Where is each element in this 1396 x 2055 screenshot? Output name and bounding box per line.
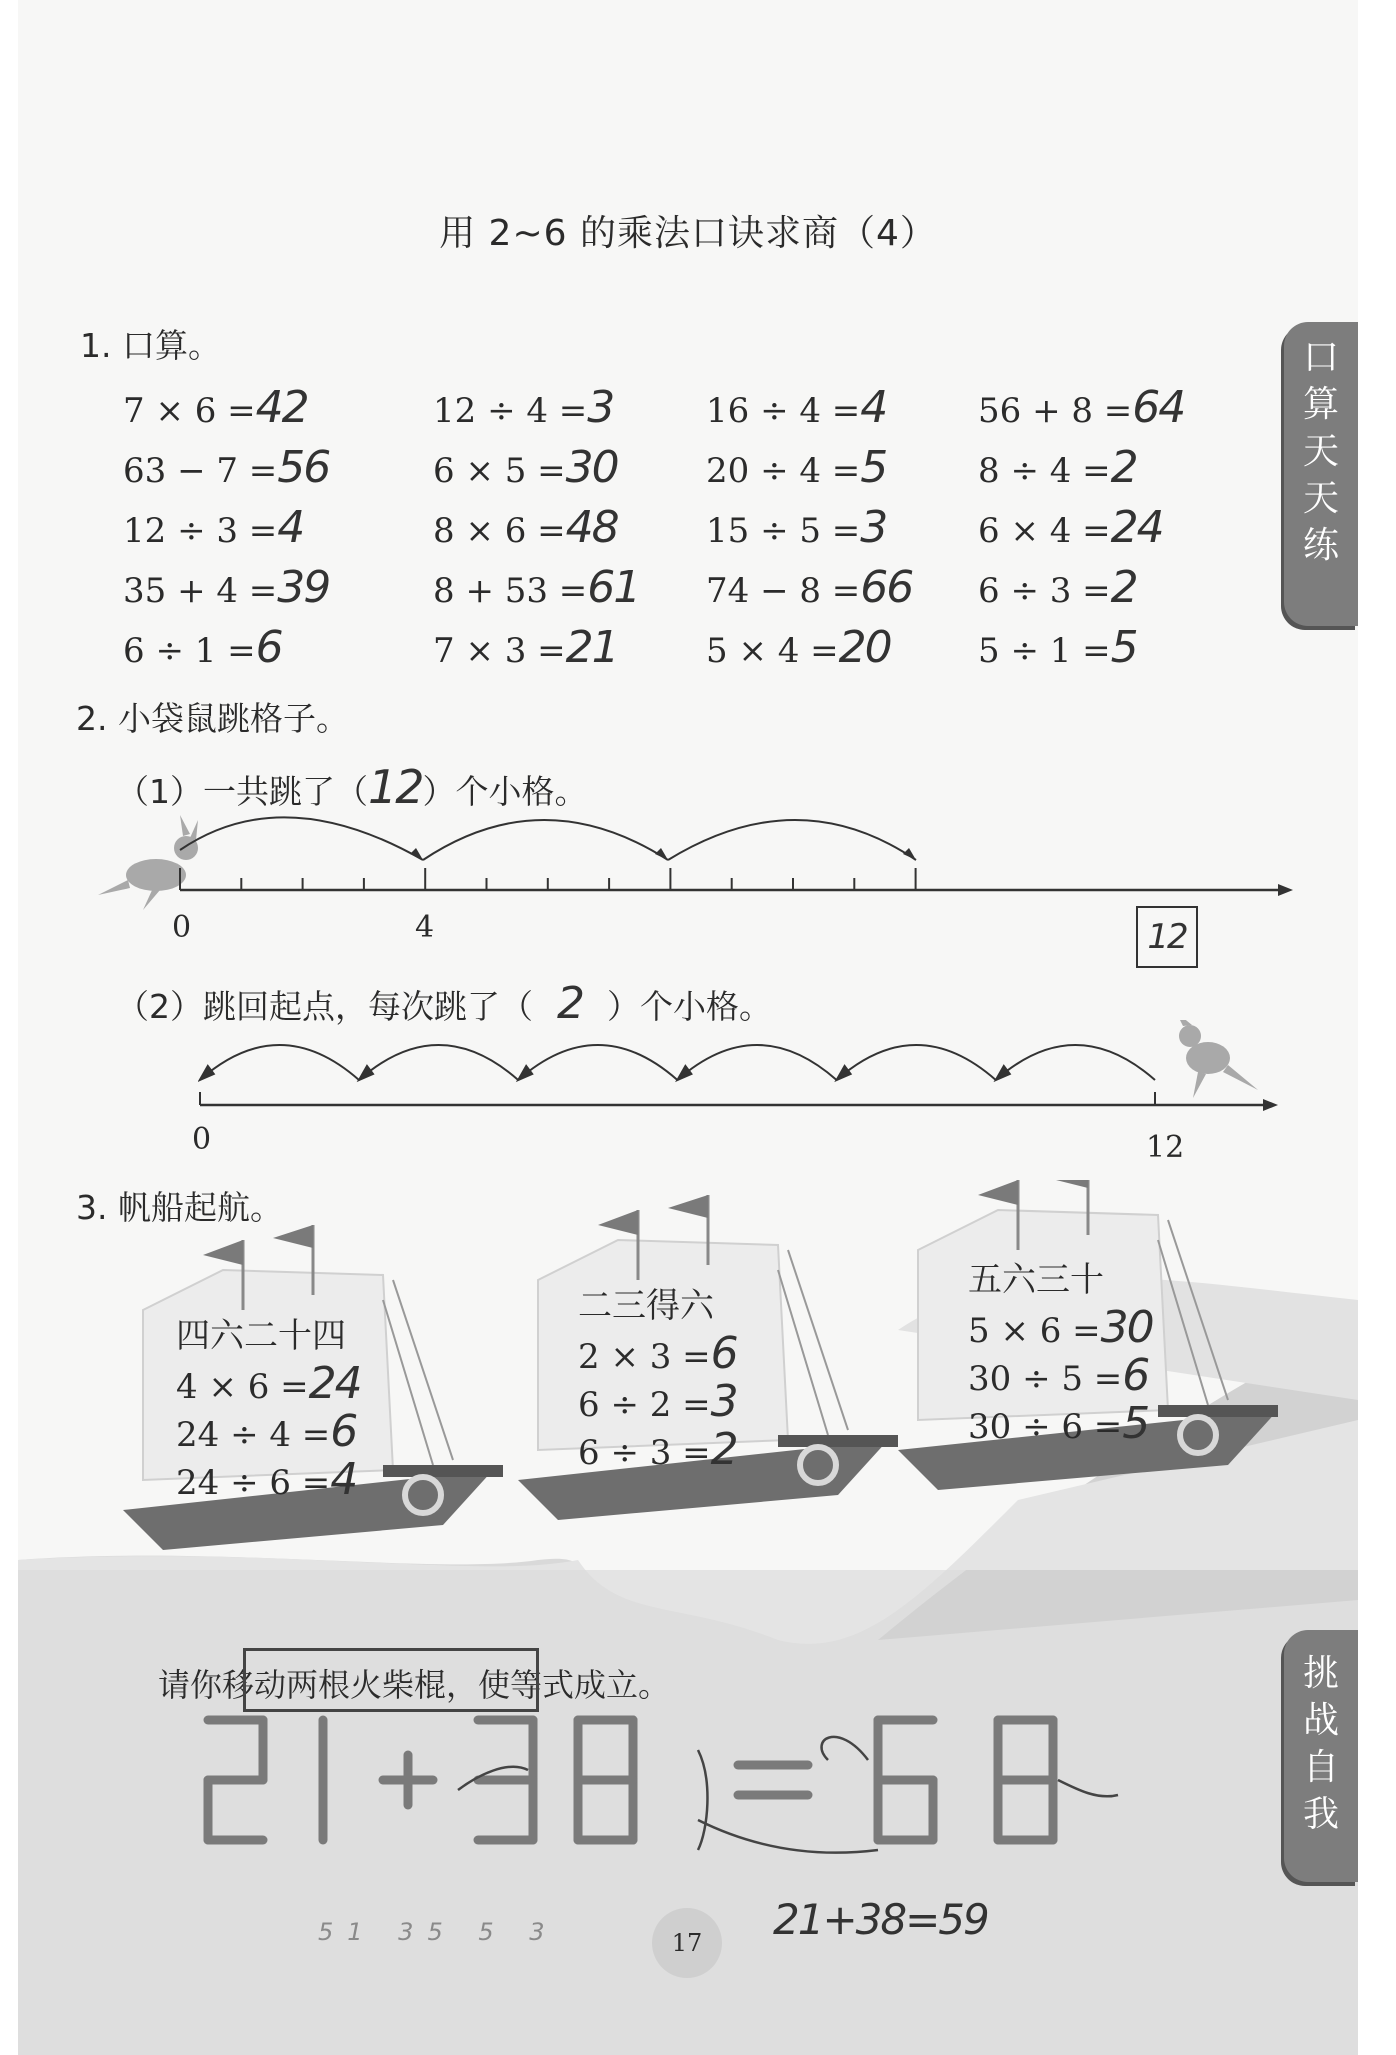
- calc-question: 8 + 53 =: [433, 571, 588, 611]
- flag: [273, 1225, 313, 1248]
- page-title: 用 2~6 的乘法口诀求商（4）: [439, 213, 937, 254]
- calc-item: [433, 502, 618, 553]
- calc-item: [978, 622, 1137, 673]
- calc-question: 20 ÷ 4 =: [706, 451, 861, 491]
- q1-answer: 12: [368, 760, 423, 814]
- number-line-1: [98, 800, 1298, 970]
- calc-answer: 48: [565, 502, 618, 553]
- jump-arc: [518, 1045, 677, 1080]
- calc-item: [433, 622, 618, 673]
- line1-label-0: 0: [172, 910, 192, 945]
- boat-question: 5 × 6 =: [968, 1311, 1101, 1351]
- calc-answer: 3: [860, 502, 887, 553]
- tab-char: 我: [1302, 1794, 1339, 1835]
- calc-question: 74 − 8 =: [706, 571, 861, 611]
- number-line-2: [198, 1020, 1318, 1130]
- tab-char: 练: [1302, 525, 1339, 566]
- tab-challenge-yourself: [1284, 1630, 1358, 1882]
- tab-mental-math-daily: [1284, 322, 1358, 626]
- calc-item: [433, 562, 639, 613]
- boat-question: 6 ÷ 3 =: [578, 1433, 711, 1473]
- calc-question: 16 ÷ 4 =: [706, 391, 861, 431]
- calc-question: 12 ÷ 4 =: [433, 391, 588, 431]
- calc-item: [978, 562, 1137, 613]
- boat-equation: [578, 1424, 737, 1475]
- arrowhead: [677, 1066, 691, 1080]
- boat-rhyme: 五六三十: [968, 1260, 1104, 1300]
- arrowhead: [518, 1066, 532, 1080]
- challenge-instruction: 请你移动两根火柴棍，使等式成立。: [158, 1666, 671, 1704]
- flag: [978, 1180, 1018, 1205]
- line1-answer-box: [1136, 906, 1198, 968]
- arrowhead: [359, 1066, 373, 1080]
- tab-char: 天: [1302, 478, 1339, 519]
- line2-label-12: 12: [1146, 1130, 1185, 1165]
- boat-answer: 6: [710, 1328, 737, 1379]
- boat-equation: [968, 1398, 1148, 1449]
- tab-char: 天: [1302, 431, 1339, 472]
- calc-question: 6 × 4 =: [978, 511, 1111, 551]
- boat-equation: [176, 1454, 356, 1505]
- calc-answer: 39: [277, 562, 330, 613]
- calc-answer: 5: [1110, 622, 1137, 673]
- kangaroo-icon-2: [1176, 1020, 1258, 1098]
- calc-question: 15 ÷ 5 =: [706, 511, 861, 551]
- arrowhead: [996, 1066, 1010, 1080]
- q2-text-before: （2）跳回起点，每次跳了（: [116, 987, 533, 1026]
- calc-answer: 24: [1110, 502, 1163, 553]
- tab-char: 战: [1302, 1700, 1339, 1741]
- calc-answer: 2: [1110, 562, 1137, 613]
- calc-answer: 20: [838, 622, 891, 673]
- faint-scribble: 51 35 5 3: [318, 1918, 559, 1946]
- arrowhead: [837, 1066, 851, 1080]
- flag: [598, 1210, 638, 1235]
- calc-answer: 61: [587, 562, 640, 613]
- calc-item: [706, 562, 912, 613]
- q2-text-after: ）个小格。: [607, 987, 772, 1026]
- calc-item: [978, 442, 1137, 493]
- deck: [383, 1465, 503, 1477]
- calc-answer: 21: [565, 622, 618, 673]
- line2-label-0: 0: [192, 1122, 212, 1157]
- line1-answer: 12: [1147, 917, 1187, 957]
- flag: [1048, 1180, 1088, 1188]
- boat-equation: [578, 1328, 737, 1379]
- boat-answer: 30: [1100, 1302, 1153, 1353]
- calc-answer: 5: [860, 442, 887, 493]
- calc-question: 8 × 6 =: [433, 511, 566, 551]
- boat-equation: [176, 1358, 361, 1409]
- calc-question: 63 − 7 =: [123, 451, 278, 491]
- calc-answer: 56: [277, 442, 330, 493]
- section2-heading: 2. 小袋鼠跳格子。: [76, 699, 349, 738]
- page-number: 17: [652, 1908, 722, 1978]
- line1-label-4: 4: [415, 910, 435, 945]
- jump-arc: [359, 1045, 518, 1080]
- calc-answer: 6: [255, 622, 282, 673]
- tab-char: 口: [1302, 337, 1339, 378]
- calc-question: 5 × 4 =: [706, 631, 839, 671]
- boat-answer: 24: [308, 1358, 361, 1409]
- boat-question: 30 ÷ 6 =: [968, 1407, 1123, 1447]
- calc-question: 12 ÷ 3 =: [123, 511, 278, 551]
- boat-answer: 6: [330, 1406, 357, 1457]
- challenge-answer: 21+38=59: [773, 1895, 988, 1944]
- section3-heading: 3. 帆船起航。: [76, 1188, 283, 1227]
- calc-item: [123, 382, 308, 433]
- calc-item: [706, 442, 886, 493]
- flag: [203, 1240, 243, 1265]
- matchstick-equation: [178, 1700, 1178, 1880]
- jump-arc: [837, 1045, 996, 1080]
- calc-item: [433, 382, 613, 433]
- boat-rhyme: 四六二十四: [176, 1316, 346, 1356]
- calc-question: 5 ÷ 1 =: [978, 631, 1111, 671]
- calc-item: [706, 622, 891, 673]
- q2-answer: 2: [557, 978, 583, 1029]
- calc-question: 7 × 3 =: [433, 631, 566, 671]
- boat-equation: [968, 1302, 1153, 1353]
- flag: [668, 1195, 708, 1218]
- jump-arc: [996, 1045, 1155, 1080]
- boat-answer: 6: [1122, 1350, 1149, 1401]
- boat-question: 24 ÷ 6 =: [176, 1463, 331, 1503]
- boat-equation: [578, 1376, 737, 1427]
- calc-answer: 66: [860, 562, 913, 613]
- boat-answer: 5: [1122, 1398, 1149, 1449]
- calc-answer: 42: [255, 382, 308, 433]
- boat-question: 4 × 6 =: [176, 1367, 309, 1407]
- calc-answer: 4: [860, 382, 887, 433]
- q1-text-after: ）个小格。: [422, 772, 588, 811]
- tab-char: 算: [1302, 384, 1339, 425]
- boat-answer: 4: [330, 1454, 357, 1505]
- jump-arc: [677, 1045, 836, 1080]
- calc-item: [978, 502, 1163, 553]
- boat-equation: [968, 1350, 1148, 1401]
- calc-question: 6 ÷ 3 =: [978, 571, 1111, 611]
- calc-item: [123, 622, 282, 673]
- arrowhead: [200, 1066, 214, 1080]
- boat-equation: [176, 1406, 356, 1457]
- boat-answer: 2: [710, 1424, 737, 1475]
- tab-char: 自: [1302, 1747, 1339, 1788]
- boat-question: 24 ÷ 4 =: [176, 1415, 331, 1455]
- calc-answer: 4: [277, 502, 304, 553]
- calc-question: 8 ÷ 4 =: [978, 451, 1111, 491]
- calc-answer: 3: [587, 382, 614, 433]
- calc-item: [978, 382, 1184, 433]
- calc-item: [123, 562, 329, 613]
- q1-text-before: （1）一共跳了（: [116, 772, 368, 811]
- calc-question: 6 ÷ 1 =: [123, 631, 256, 671]
- calc-answer: 30: [565, 442, 618, 493]
- calc-item: [123, 442, 329, 493]
- boat-rhyme: 二三得六: [578, 1286, 714, 1326]
- calc-item: [123, 502, 303, 553]
- calc-item: [706, 502, 886, 553]
- workbook-page: [18, 0, 1358, 2055]
- calc-question: 6 × 5 =: [433, 451, 566, 491]
- jump-arc: [200, 1045, 359, 1080]
- section1-heading: 1. 口算。: [80, 326, 221, 365]
- calc-answer: 2: [1110, 442, 1137, 493]
- boat-question: 2 × 3 =: [578, 1337, 711, 1377]
- boat-question: 30 ÷ 5 =: [968, 1359, 1123, 1399]
- calc-answer: 64: [1132, 382, 1185, 433]
- boat-answer: 3: [710, 1376, 737, 1427]
- boat-question: 6 ÷ 2 =: [578, 1385, 711, 1425]
- calc-question: 35 + 4 =: [123, 571, 278, 611]
- kangaroo-icon: [98, 815, 198, 910]
- deck: [778, 1435, 898, 1447]
- calc-item: [706, 382, 886, 433]
- calc-item: [433, 442, 618, 493]
- calc-question: 7 × 6 =: [123, 391, 256, 431]
- calc-question: 56 + 8 =: [978, 391, 1133, 431]
- deck: [1158, 1405, 1278, 1417]
- tab-char: 挑: [1302, 1653, 1339, 1694]
